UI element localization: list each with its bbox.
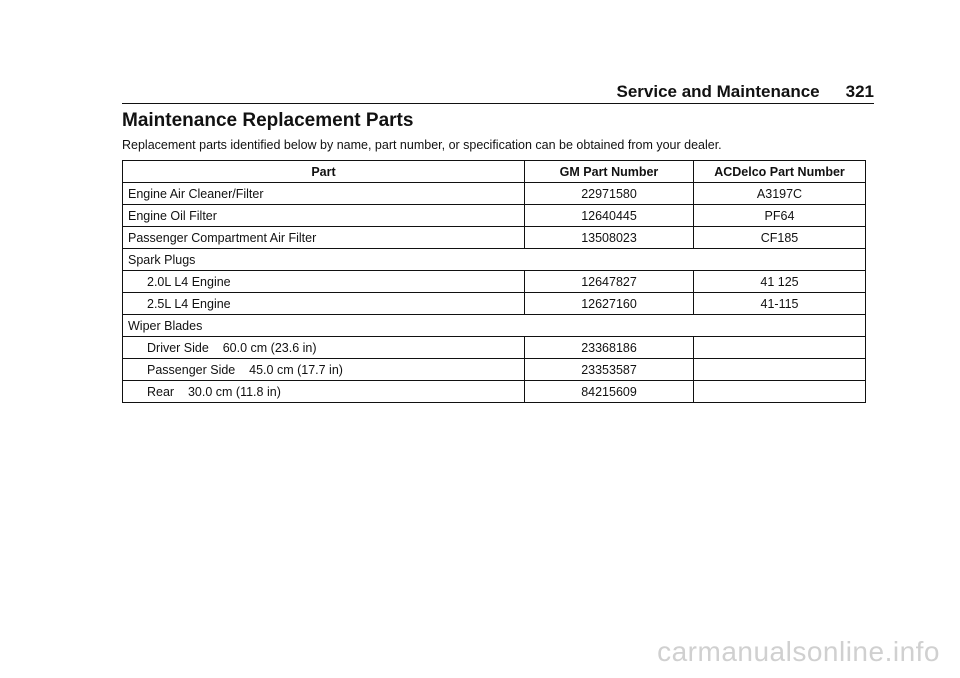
part-name: Engine Oil Filter [123, 205, 525, 227]
acdelco-part-number: PF64 [694, 205, 866, 227]
acdelco-part-number: CF185 [694, 227, 866, 249]
part-name: Engine Air Cleaner/Filter [123, 183, 525, 205]
part-group-name: Spark Plugs [123, 249, 866, 271]
table-row [123, 227, 866, 249]
table-row [123, 205, 866, 227]
acdelco-part-number [694, 359, 866, 381]
gm-part-number: 12647827 [525, 271, 694, 293]
gm-part-number: 23368186 [525, 337, 694, 359]
table-row [123, 271, 866, 293]
running-header [122, 82, 874, 102]
gm-part-number: 22971580 [525, 183, 694, 205]
table-group-row [123, 249, 866, 271]
part-name: 2.0L L4 Engine [123, 271, 525, 293]
part-name: Passenger Side 45.0 cm (17.7 in) [123, 359, 525, 381]
part-name: 2.5L L4 Engine [123, 293, 525, 315]
part-name: Rear 30.0 cm (11.8 in) [123, 381, 525, 403]
chapter-title: Service and Maintenance [616, 82, 820, 101]
part-name: Driver Side 60.0 cm (23.6 in) [123, 337, 525, 359]
parts-table [122, 160, 866, 403]
intro-paragraph: Replacement parts identified below by name, part number, or specification can be obtained from your dealer. [122, 138, 722, 152]
table-row [123, 183, 866, 205]
section-title: Maintenance Replacement Parts [122, 110, 414, 131]
table-row [123, 381, 866, 403]
gm-part-number: 84215609 [525, 381, 694, 403]
header-rule [122, 103, 874, 104]
part-group-name: Wiper Blades [123, 315, 866, 337]
column-header-part: Part [123, 161, 525, 183]
table-row [123, 337, 866, 359]
acdelco-part-number: 41-115 [694, 293, 866, 315]
part-name: Passenger Compartment Air Filter [123, 227, 525, 249]
acdelco-part-number [694, 381, 866, 403]
column-header-acdelco-part-number: ACDelco Part Number [694, 161, 866, 183]
gm-part-number: 12640445 [525, 205, 694, 227]
gm-part-number: 23353587 [525, 359, 694, 381]
table-row [123, 293, 866, 315]
gm-part-number: 12627160 [525, 293, 694, 315]
column-header-gm-part-number: GM Part Number [525, 161, 694, 183]
acdelco-part-number: A3197C [694, 183, 866, 205]
table-header-row [123, 161, 866, 183]
acdelco-part-number: 41 125 [694, 271, 866, 293]
watermark: carmanualsonline.info [657, 636, 940, 667]
acdelco-part-number [694, 337, 866, 359]
gm-part-number: 13508023 [525, 227, 694, 249]
table-group-row [123, 315, 866, 337]
page-number: 321 [845, 82, 874, 101]
table-row [123, 359, 866, 381]
